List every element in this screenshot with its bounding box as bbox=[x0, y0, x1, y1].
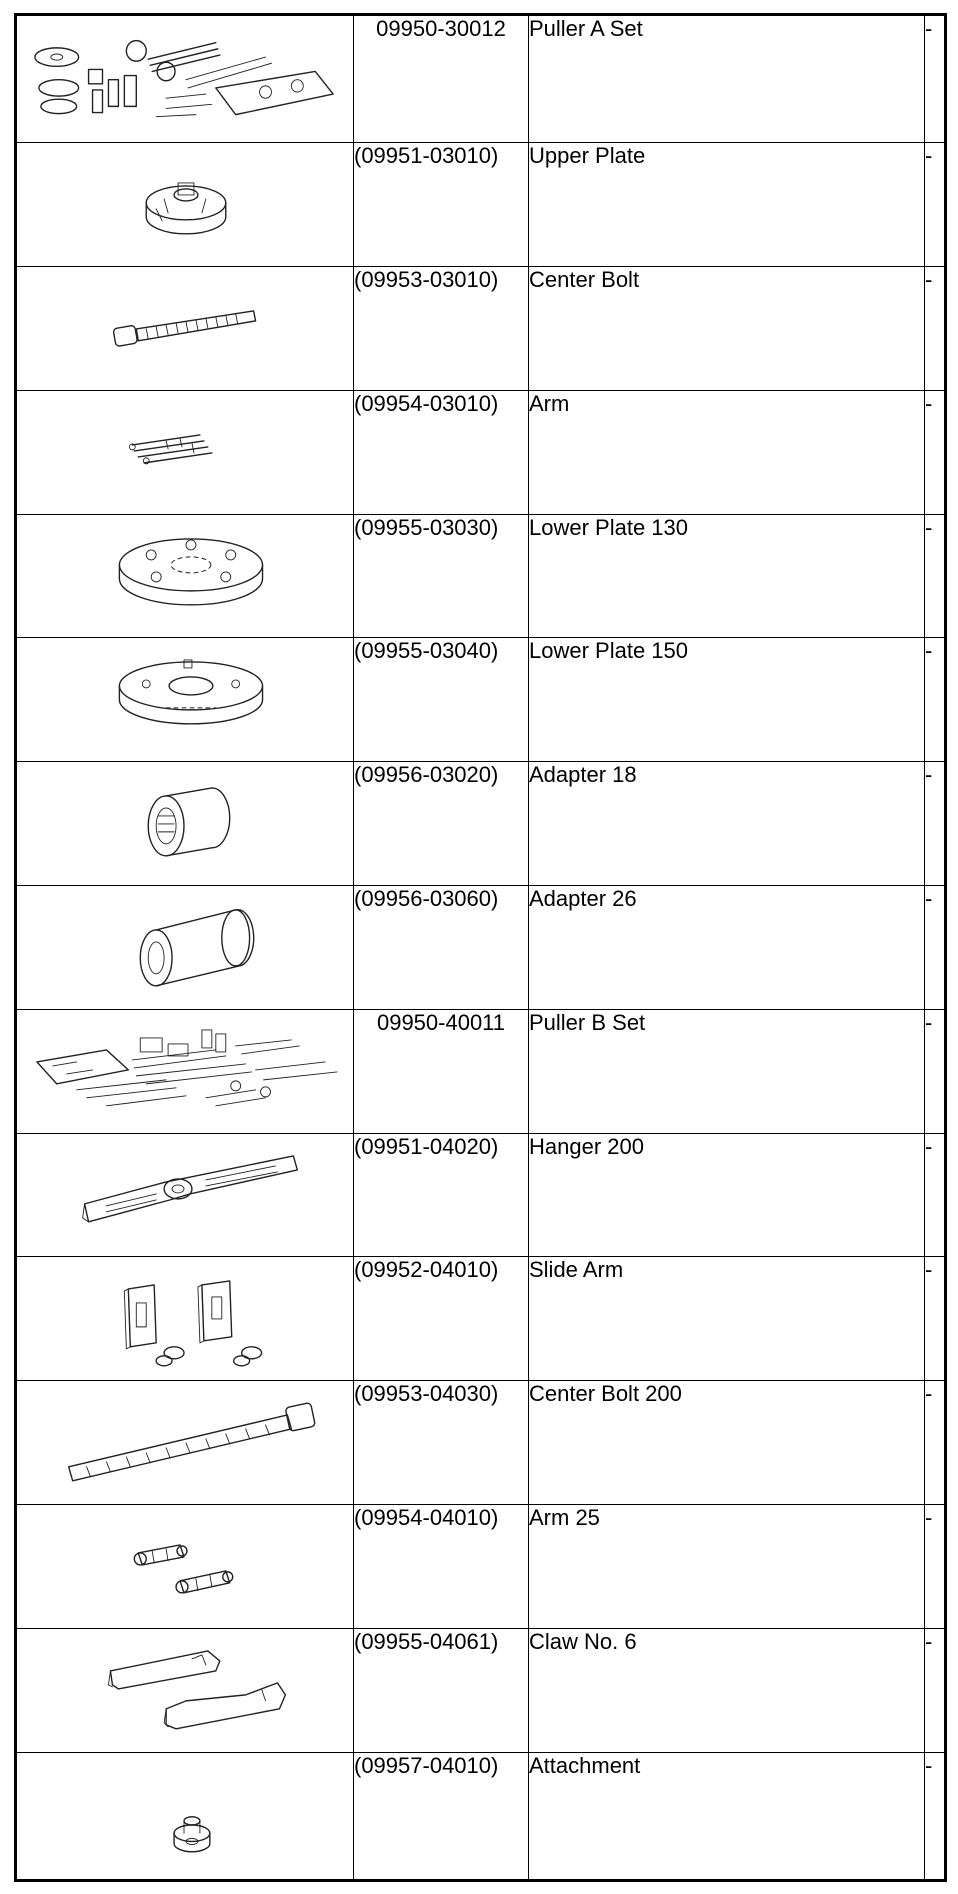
table-row bbox=[16, 1628, 946, 1752]
tool-number: (09955-03040) bbox=[354, 638, 529, 762]
table-row bbox=[16, 1133, 946, 1257]
table-row bbox=[16, 267, 946, 391]
tool-illustration bbox=[16, 267, 354, 391]
tool-name: Puller A Set bbox=[529, 15, 925, 143]
tool-number: (09954-04010) bbox=[354, 1504, 529, 1628]
table-row bbox=[16, 15, 946, 143]
tool-name: Claw No. 6 bbox=[529, 1628, 925, 1752]
remark: - bbox=[925, 15, 946, 143]
table-row bbox=[16, 1752, 946, 1880]
table-row bbox=[16, 886, 946, 1010]
claw-no-6-icon bbox=[17, 1629, 353, 1752]
tool-name: Center Bolt 200 bbox=[529, 1381, 925, 1505]
tool-number: 09950-30012 bbox=[354, 15, 529, 143]
tool-name: Puller B Set bbox=[529, 1009, 925, 1133]
tool-illustration bbox=[16, 1381, 354, 1505]
tool-number: (09951-04020) bbox=[354, 1133, 529, 1257]
puller-a-set-icon bbox=[17, 16, 353, 142]
tool-name: Arm bbox=[529, 390, 925, 514]
puller-b-set-icon bbox=[17, 1010, 353, 1133]
table-row bbox=[16, 1381, 946, 1505]
tool-illustration bbox=[16, 1257, 354, 1381]
tool-number: 09950-40011 bbox=[354, 1009, 529, 1133]
tool-number: (09956-03060) bbox=[354, 886, 529, 1010]
tool-name: Lower Plate 130 bbox=[529, 514, 925, 638]
table-row bbox=[16, 514, 946, 638]
table-row bbox=[16, 390, 946, 514]
tool-illustration bbox=[16, 1009, 354, 1133]
table-row bbox=[16, 762, 946, 886]
remark: - bbox=[925, 762, 946, 886]
center-bolt-icon bbox=[17, 267, 353, 390]
remark: - bbox=[925, 390, 946, 514]
tool-number: (09955-04061) bbox=[354, 1628, 529, 1752]
tool-name: Center Bolt bbox=[529, 267, 925, 391]
tool-number: (09957-04010) bbox=[354, 1752, 529, 1880]
remark: - bbox=[925, 1381, 946, 1505]
tool-name: Lower Plate 150 bbox=[529, 638, 925, 762]
tool-name: Upper Plate bbox=[529, 143, 925, 267]
arm-25-icon bbox=[17, 1505, 353, 1628]
upper-plate-icon bbox=[17, 143, 353, 266]
hanger-200-icon bbox=[17, 1134, 353, 1257]
tool-number: (09954-03010) bbox=[354, 390, 529, 514]
table-row bbox=[16, 1257, 946, 1381]
tool-number: (09953-04030) bbox=[354, 1381, 529, 1505]
tool-name: Hanger 200 bbox=[529, 1133, 925, 1257]
lower-plate-150-icon bbox=[17, 638, 353, 761]
tool-number: (09956-03020) bbox=[354, 762, 529, 886]
tool-illustration bbox=[16, 390, 354, 514]
tool-illustration bbox=[16, 638, 354, 762]
table-row bbox=[16, 1504, 946, 1628]
remark: - bbox=[925, 143, 946, 267]
adapter-26-icon bbox=[17, 886, 353, 1009]
special-tools-table bbox=[14, 13, 947, 1882]
tool-illustration bbox=[16, 1628, 354, 1752]
tool-number: (09952-04010) bbox=[354, 1257, 529, 1381]
remark: - bbox=[925, 1133, 946, 1257]
center-bolt-200-icon bbox=[17, 1381, 353, 1504]
tool-illustration bbox=[16, 143, 354, 267]
remark: - bbox=[925, 514, 946, 638]
tool-name: Adapter 18 bbox=[529, 762, 925, 886]
remark: - bbox=[925, 638, 946, 762]
lower-plate-130-icon bbox=[17, 515, 353, 638]
tool-illustration bbox=[16, 514, 354, 638]
tool-illustration bbox=[16, 15, 354, 143]
attachment-icon bbox=[17, 1753, 353, 1879]
remark: - bbox=[925, 267, 946, 391]
tool-number: (09951-03010) bbox=[354, 143, 529, 267]
tool-number: (09953-03010) bbox=[354, 267, 529, 391]
remark: - bbox=[925, 1628, 946, 1752]
remark: - bbox=[925, 886, 946, 1010]
tool-name: Attachment bbox=[529, 1752, 925, 1880]
remark: - bbox=[925, 1752, 946, 1880]
arm-icon bbox=[17, 391, 353, 514]
adapter-18-icon bbox=[17, 762, 353, 885]
tool-illustration bbox=[16, 762, 354, 886]
tool-name: Slide Arm bbox=[529, 1257, 925, 1381]
remark: - bbox=[925, 1257, 946, 1381]
tool-name: Adapter 26 bbox=[529, 886, 925, 1010]
table-row bbox=[16, 1009, 946, 1133]
table-row bbox=[16, 638, 946, 762]
slide-arm-icon bbox=[17, 1257, 353, 1380]
tool-illustration bbox=[16, 1504, 354, 1628]
tool-illustration bbox=[16, 1752, 354, 1880]
tool-number: (09955-03030) bbox=[354, 514, 529, 638]
table-row bbox=[16, 143, 946, 267]
tool-illustration bbox=[16, 1133, 354, 1257]
remark: - bbox=[925, 1009, 946, 1133]
tool-illustration bbox=[16, 886, 354, 1010]
tool-name: Arm 25 bbox=[529, 1504, 925, 1628]
remark: - bbox=[925, 1504, 946, 1628]
